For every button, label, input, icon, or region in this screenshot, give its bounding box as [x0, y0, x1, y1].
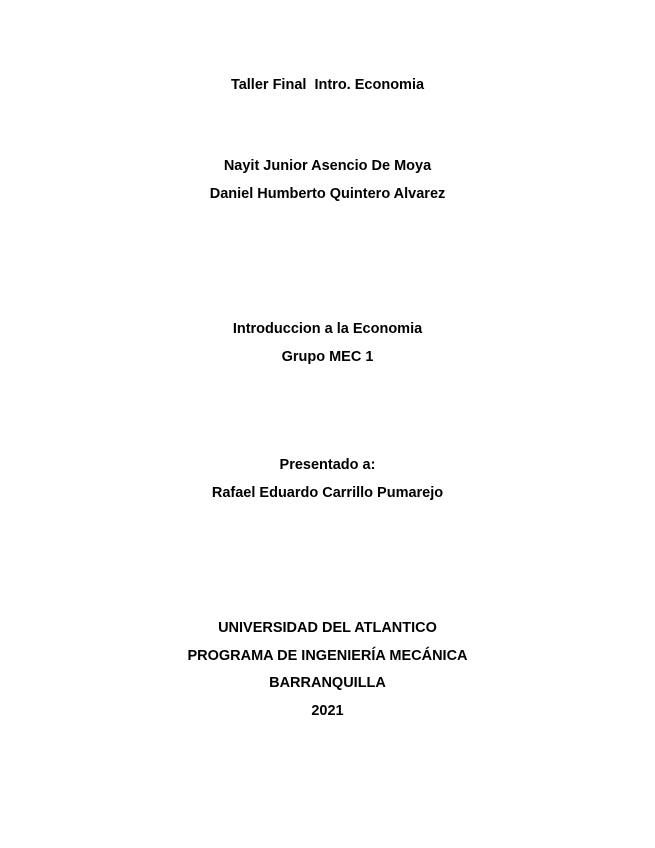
program-name: PROGRAMA DE INGENIERÍA MECÁNICA: [187, 648, 468, 664]
city-name: BARRANQUILLA: [269, 675, 386, 691]
presented-to-label: Presentado a:: [279, 457, 376, 473]
course-name: Introduccion a la Economia: [232, 321, 423, 337]
university-name: UNIVERSIDAD DEL ATLANTICO: [218, 620, 437, 636]
group-name: Grupo MEC 1: [281, 349, 374, 365]
teacher-name: Rafael Eduardo Carrillo Pumarejo: [211, 485, 444, 501]
author-name: Nayit Junior Asencio De Moya: [223, 158, 432, 174]
author-name: Daniel Humberto Quintero Alvarez: [209, 186, 446, 202]
document-title: Taller Final Intro. Economia: [230, 77, 425, 93]
year: 2021: [311, 703, 344, 719]
